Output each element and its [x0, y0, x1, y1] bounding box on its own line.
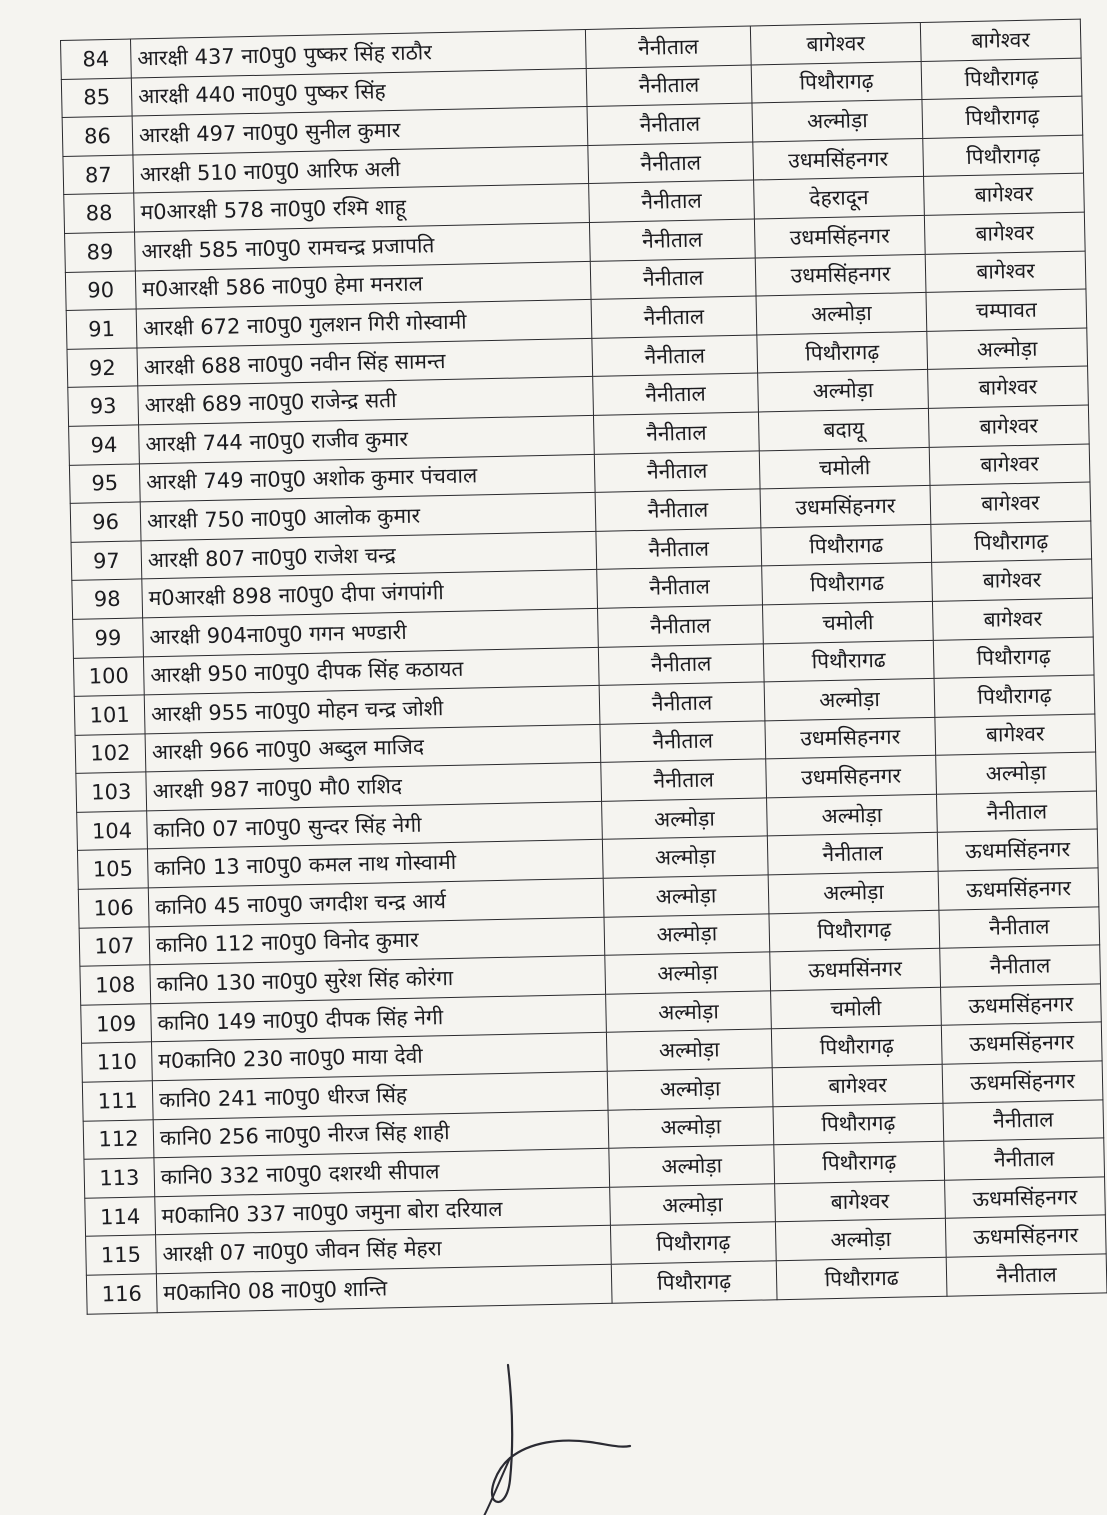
roster-table-body	[61, 19, 1107, 1314]
serial-number-cell: 97	[71, 541, 142, 581]
employee-name-cell: आरक्षी 672 ना0पु0 गुलशन गिरी गोस्वामी	[136, 300, 592, 348]
district-column-2-cell: पिथौरागढ़	[751, 61, 922, 103]
district-column-1-cell: अल्मोड़ा	[606, 991, 772, 1033]
employee-name-cell: कानि0 149 ना0पु0 दीपक सिंह नेगी	[151, 994, 607, 1042]
serial-number-cell: 101	[74, 695, 145, 735]
district-column-3-cell: बागेश्वर	[932, 598, 1093, 640]
serial-number-cell: 112	[83, 1119, 154, 1159]
district-column-1-cell: नैनीताल	[590, 258, 756, 300]
district-column-3-cell: पिथौरागढ़	[922, 96, 1083, 138]
district-column-2-cell: अल्मोड़ा	[752, 100, 923, 142]
serial-number-cell: 105	[77, 849, 148, 889]
district-column-2-cell: अल्मोड़ा	[764, 678, 935, 720]
district-column-1-cell: अल्मोड़ा	[606, 1029, 772, 1071]
serial-number-cell: 95	[69, 463, 140, 503]
district-column-1-cell: अल्मोड़ा	[605, 952, 771, 994]
district-column-2-cell: पिथौरागढ़	[757, 331, 928, 373]
district-column-3-cell: नैनीताल	[940, 945, 1101, 987]
district-column-2-cell: बागेश्वर	[750, 22, 921, 64]
district-column-2-cell: उधमसिंहनगर	[754, 215, 925, 257]
serial-number-cell: 87	[63, 155, 134, 195]
serial-number-cell: 89	[65, 232, 136, 272]
district-column-1-cell: पिथौरागढ़	[610, 1222, 776, 1264]
serial-number-cell: 94	[69, 425, 140, 465]
district-column-3-cell: नैनीताल	[936, 791, 1097, 833]
district-column-3-cell: बागेश्वर	[924, 173, 1085, 215]
employee-name-cell: म0आरक्षी 578 ना0पु0 रश्मि शाहू	[134, 184, 590, 232]
district-column-2-cell: उधमसिहनगर	[766, 756, 937, 798]
serial-number-cell: 111	[82, 1081, 153, 1121]
district-column-2-cell: अल्मोड़ा	[768, 871, 939, 913]
serial-number-cell: 84	[61, 39, 132, 79]
district-column-3-cell: बागेश्वर	[928, 405, 1089, 447]
district-column-3-cell: बागेश्वर	[935, 714, 1096, 756]
employee-name-cell: आरक्षी 955 ना0पु0 मोहन चन्द्र जोशी	[144, 685, 600, 733]
district-column-2-cell: पिथौरागढ	[776, 1257, 947, 1299]
district-column-3-cell: बागेश्वर	[924, 212, 1085, 254]
employee-name-cell: आरक्षी 749 ना0पु0 अशोक कुमार पंचवाल	[139, 454, 595, 502]
employee-name-cell: कानि0 241 ना0पु0 धीरज सिंह	[152, 1071, 608, 1119]
employee-name-cell: आरक्षी 987 ना0पु0 मौ0 राशिद	[146, 763, 602, 811]
employee-name-cell: आरक्षी 510 ना0पु0 आरिफ अली	[133, 145, 589, 193]
serial-number-cell: 90	[65, 271, 136, 311]
district-column-3-cell: नैनीताल	[946, 1254, 1107, 1296]
district-column-2-cell: उधमसिंहनगर	[755, 254, 926, 296]
district-column-3-cell: ऊधमसिंहनगर	[938, 868, 1099, 910]
district-column-3-cell: बागेश्वर	[925, 251, 1086, 293]
serial-number-cell: 109	[81, 1004, 152, 1044]
roster-sheet	[60, 19, 1106, 1315]
district-column-3-cell: बागेश्वर	[928, 366, 1089, 408]
district-column-3-cell: ऊधमसिंहनगर	[937, 829, 1098, 871]
employee-name-cell: कानि0 256 ना0पु0 नीरज सिंह शाही	[153, 1110, 609, 1158]
district-column-3-cell: पिथौरागढ़	[933, 636, 1094, 678]
serial-number-cell: 114	[85, 1197, 156, 1237]
district-column-2-cell: पिथौरागढ़	[771, 1026, 942, 1068]
district-column-3-cell: बागेश्वर	[930, 482, 1091, 524]
district-column-2-cell: बागेश्वर	[775, 1180, 946, 1222]
district-column-2-cell: पिथौरागढ	[762, 563, 933, 605]
serial-number-cell: 102	[75, 734, 146, 774]
district-column-1-cell: नैनीताल	[588, 142, 754, 184]
district-column-3-cell: अल्मोड़ा	[936, 752, 1097, 794]
employee-name-cell: आरक्षी 950 ना0पु0 दीपक सिंह कठायत	[143, 647, 599, 695]
district-column-2-cell: पिथौरागढ	[761, 524, 932, 566]
district-column-2-cell: ऊधमसिंनगर	[770, 949, 941, 991]
district-column-1-cell: अल्मोड़ा	[602, 836, 768, 878]
district-column-3-cell: चम्पावत	[926, 289, 1087, 331]
district-column-3-cell: बागेश्वर	[929, 444, 1090, 486]
serial-number-cell: 99	[73, 618, 144, 658]
serial-number-cell: 113	[84, 1158, 155, 1198]
employee-name-cell: आरक्षी 440 ना0पु0 पुष्कर सिंह	[131, 68, 587, 116]
district-column-1-cell: नैनीताल	[598, 643, 764, 685]
district-column-1-cell: नैनीताल	[598, 605, 764, 647]
district-column-1-cell: नैनीताल	[600, 721, 766, 763]
serial-number-cell: 108	[80, 965, 151, 1005]
employee-name-cell: कानि0 13 ना0पु0 कमल नाथ गोस्वामी	[147, 840, 603, 888]
serial-number-cell: 96	[70, 502, 141, 542]
district-column-1-cell: नैनीताल	[591, 296, 757, 338]
employee-name-cell: आरक्षी 688 ना0पु0 नवीन सिंह सामन्त	[137, 338, 593, 386]
employee-name-cell: आरक्षी 437 ना0पु0 पुष्कर सिंह राठौर	[130, 29, 586, 77]
serial-number-cell: 110	[82, 1042, 153, 1082]
district-column-1-cell: नैनीताल	[599, 682, 765, 724]
district-column-3-cell: ऊधमसिंहनगर	[941, 1022, 1102, 1064]
district-column-3-cell: ऊधमसिंहनगर	[945, 1215, 1106, 1257]
serial-number-cell: 93	[68, 386, 139, 426]
handwritten-signature	[470, 1330, 640, 1515]
serial-number-cell: 91	[66, 309, 137, 349]
district-column-3-cell: पिथौरागढ़	[923, 135, 1084, 177]
district-column-3-cell: ऊधमसिंहनगर	[942, 1061, 1103, 1103]
employee-name-cell: आरक्षी 904ना0पु0 गगन भण्डारी	[143, 608, 599, 656]
district-column-1-cell: अल्मोड़ा	[602, 798, 768, 840]
district-column-1-cell: नैनीताल	[601, 759, 767, 801]
serial-number-cell: 107	[79, 926, 150, 966]
district-column-1-cell: नैनीताल	[589, 180, 755, 222]
serial-number-cell: 106	[78, 888, 149, 928]
employee-name-cell: आरक्षी 07 ना0पु0 जीवन सिंह मेहरा	[156, 1226, 612, 1274]
employee-name-cell: कानि0 45 ना0पु0 जगदीश चन्द्र आर्य	[148, 878, 604, 926]
district-column-1-cell: नैनीताल	[587, 103, 753, 145]
district-column-2-cell: नैनीताल	[767, 833, 938, 875]
district-column-2-cell: अल्मोड़ा	[756, 293, 927, 335]
district-column-1-cell: नैनीताल	[585, 26, 751, 68]
employee-name-cell: म0आरक्षी 898 ना0पु0 दीपा जंगपांगी	[142, 570, 598, 618]
district-column-2-cell: बागेश्वर	[772, 1064, 943, 1106]
district-column-2-cell: उधमसिहनगर	[765, 717, 936, 759]
district-column-3-cell: नैनीताल	[944, 1138, 1105, 1180]
district-column-3-cell: बागेश्वर	[932, 559, 1093, 601]
serial-number-cell: 88	[64, 193, 135, 233]
district-column-1-cell: नैनीताल	[593, 373, 759, 415]
district-column-1-cell: अल्मोड़ा	[603, 875, 769, 917]
employee-name-cell: म0कानि0 337 ना0पु0 जमुना बोरा दरियाल	[155, 1187, 611, 1235]
district-column-2-cell: चमोली	[759, 447, 930, 489]
employee-name-cell: आरक्षी 750 ना0पु0 आलोक कुमार	[140, 493, 596, 541]
district-column-3-cell: पिथौरागढ़	[921, 58, 1082, 100]
district-column-3-cell: अल्मोड़ा	[927, 328, 1088, 370]
district-column-2-cell: पिथौरागढ़	[769, 910, 940, 952]
district-column-2-cell: पिथौरागढ	[763, 640, 934, 682]
district-column-2-cell: चमोली	[762, 601, 933, 643]
serial-number-cell: 85	[61, 78, 132, 118]
district-column-3-cell: बागेश्वर	[920, 19, 1081, 61]
employee-name-cell: आरक्षी 744 ना0पु0 राजीव कुमार	[139, 415, 595, 463]
employee-name-cell: आरक्षी 689 ना0पु0 राजेन्द्र सती	[138, 377, 594, 425]
serial-number-cell: 100	[73, 656, 144, 696]
serial-number-cell: 115	[86, 1235, 157, 1275]
district-column-1-cell: नैनीताल	[593, 412, 759, 454]
employee-name-cell: म0कानि0 230 ना0पु0 माया देवी	[152, 1033, 608, 1081]
district-column-1-cell: नैनीताल	[586, 65, 752, 107]
serial-number-cell: 103	[76, 772, 147, 812]
district-column-2-cell: उधमसिंहनगर	[753, 138, 924, 180]
employee-name-cell: आरक्षी 807 ना0पु0 राजेश चन्द्र	[141, 531, 597, 579]
employee-name-cell: म0आरक्षी 586 ना0पु0 हेमा मनराल	[135, 261, 591, 309]
district-column-3-cell: पिथौरागढ़	[931, 521, 1092, 563]
employee-name-cell: म0कानि0 08 ना0पु0 शान्ति	[156, 1264, 612, 1312]
district-column-2-cell: अल्मोड़ा	[767, 794, 938, 836]
district-column-3-cell: ऊधमसिंहनगर	[945, 1177, 1106, 1219]
district-column-3-cell: पिथौरागढ़	[934, 675, 1095, 717]
district-column-1-cell: अल्मोड़ा	[608, 1106, 774, 1148]
employee-name-cell: कानि0 112 ना0पु0 विनोद कुमार	[149, 917, 605, 965]
district-column-1-cell: अल्मोड़ा	[610, 1184, 776, 1226]
district-column-2-cell: अल्मोड़ा	[758, 370, 929, 412]
district-column-1-cell: नैनीताल	[596, 528, 762, 570]
serial-number-cell: 104	[77, 811, 148, 851]
employee-name-cell: कानि0 130 ना0पु0 सुरेश सिंह कोरंगा	[150, 956, 606, 1004]
serial-number-cell: 116	[86, 1274, 157, 1314]
district-column-2-cell: उधमसिंहनगर	[760, 486, 931, 528]
district-column-2-cell: बदायू	[758, 408, 929, 450]
serial-number-cell: 92	[67, 348, 138, 388]
district-column-3-cell: नैनीताल	[939, 907, 1100, 949]
serial-number-cell: 98	[72, 579, 143, 619]
district-column-3-cell: नैनीताल	[943, 1100, 1104, 1142]
district-column-1-cell: नैनीताल	[589, 219, 755, 261]
district-column-1-cell: अल्मोड़ा	[607, 1068, 773, 1110]
district-column-2-cell: पिथौरागढ़	[773, 1103, 944, 1145]
district-column-1-cell: नैनीताल	[592, 335, 758, 377]
employee-name-cell: आरक्षी 966 ना0पु0 अब्दुल माजिद	[145, 724, 601, 772]
district-column-2-cell: अल्मोड़ा	[775, 1219, 946, 1261]
transfer-roster-table	[60, 19, 1107, 1315]
serial-number-cell: 86	[62, 116, 133, 156]
employee-name-cell: कानि0 332 ना0पु0 दशरथी सीपाल	[154, 1148, 610, 1196]
district-column-2-cell: चमोली	[771, 987, 942, 1029]
district-column-1-cell: पिथौरागढ़	[611, 1261, 777, 1303]
district-column-1-cell: अल्मोड़ा	[609, 1145, 775, 1187]
employee-name-cell: कानि0 07 ना0पु0 सुन्दर सिंह नेगी	[147, 801, 603, 849]
employee-name-cell: आरक्षी 497 ना0पु0 सुनील कुमार	[132, 107, 588, 155]
district-column-2-cell: देहरादून	[754, 177, 925, 219]
district-column-3-cell: ऊधमसिंहनगर	[941, 984, 1102, 1026]
district-column-1-cell: नैनीताल	[597, 566, 763, 608]
district-column-1-cell: नैनीताल	[594, 450, 760, 492]
employee-name-cell: आरक्षी 585 ना0पु0 रामचन्द्र प्रजापति	[135, 222, 591, 270]
district-column-2-cell: पिथौरागढ़	[774, 1141, 945, 1183]
district-column-1-cell: अल्मोड़ा	[604, 914, 770, 956]
district-column-1-cell: नैनीताल	[595, 489, 761, 531]
